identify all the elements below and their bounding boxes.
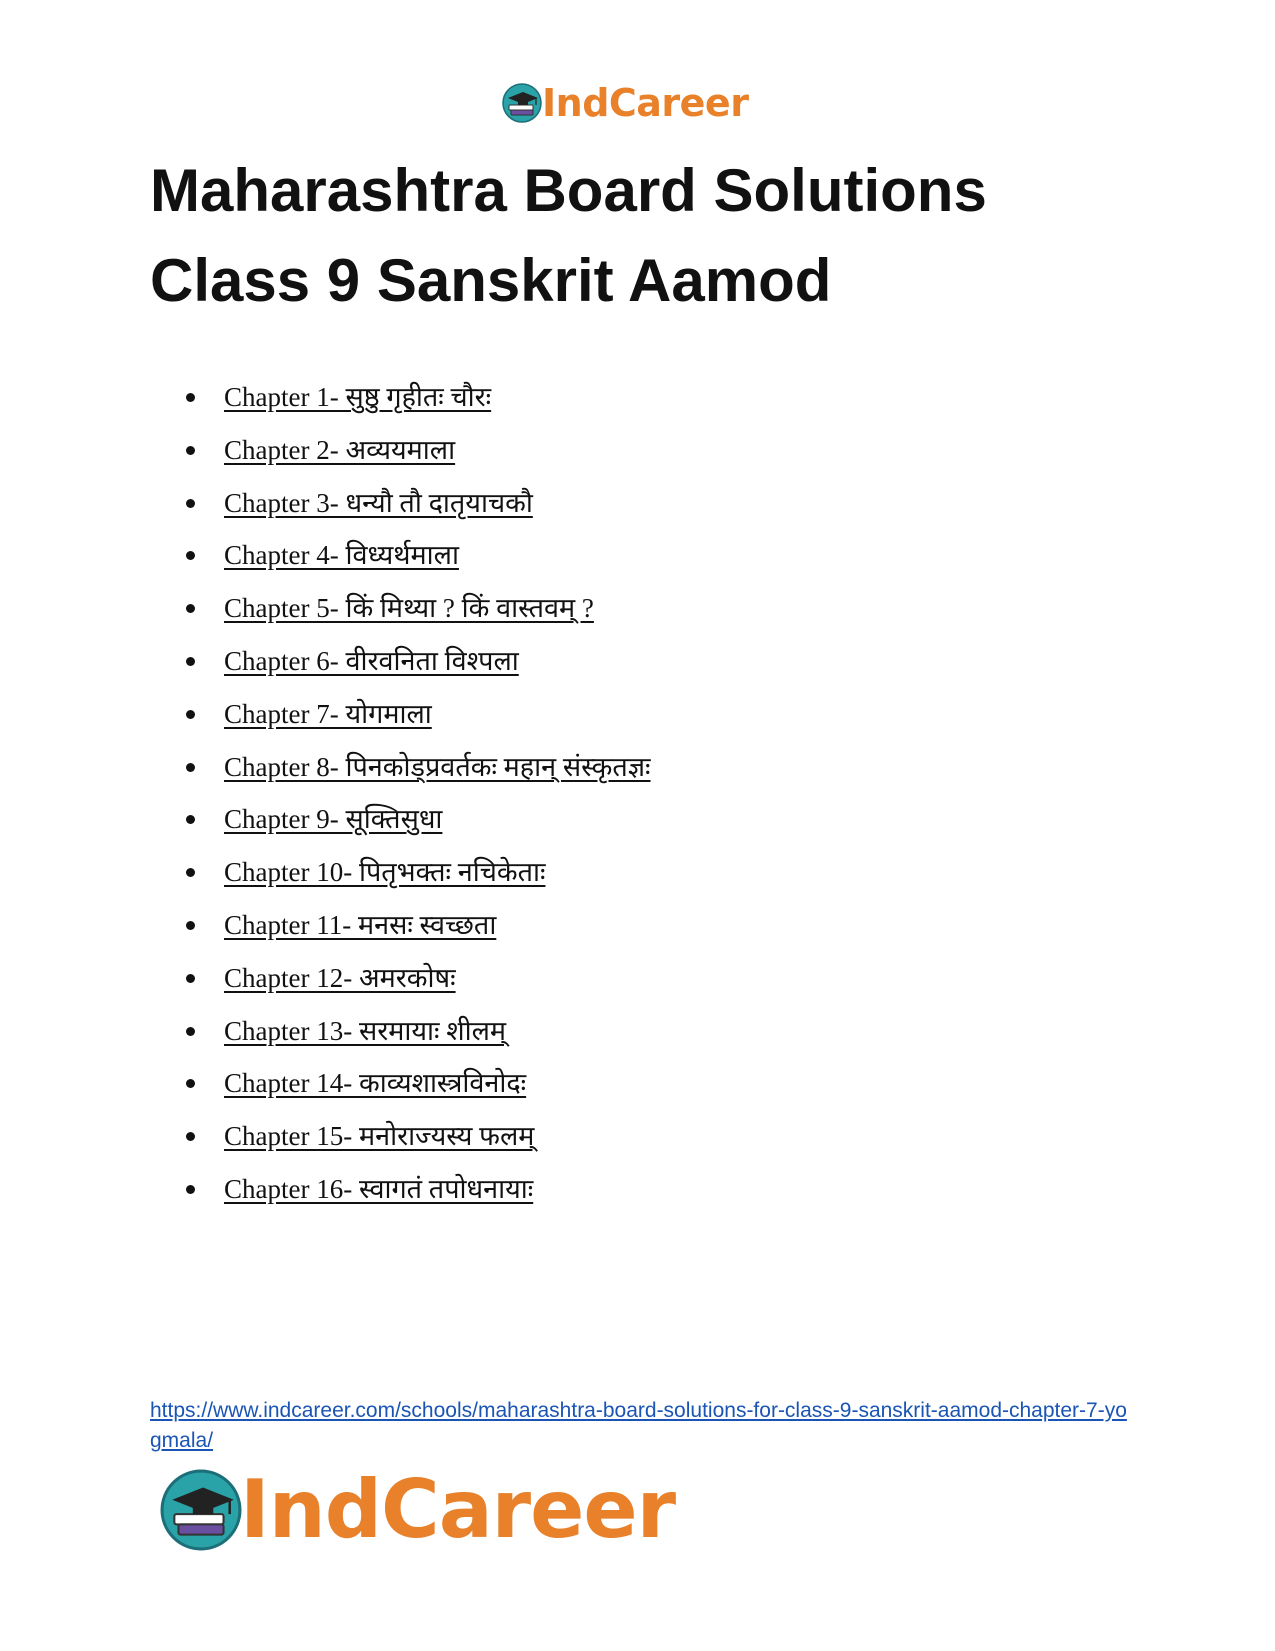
graduation-cap-books-icon	[502, 83, 542, 123]
footer-logo[interactable]	[160, 1465, 675, 1555]
chapter-link-10[interactable]: Chapter 10- पितृभक्तः नचिकेताः	[224, 857, 546, 888]
bullet-icon	[186, 763, 195, 772]
bullet-icon	[186, 974, 195, 983]
page-title	[150, 146, 1150, 326]
bullet-icon	[186, 815, 195, 824]
chapter-link-9[interactable]: Chapter 9- सूक्तिसुधा	[224, 804, 443, 835]
bullet-icon	[186, 657, 195, 666]
chapter-link-5[interactable]: Chapter 5- किं मिथ्या ? किं वास्तवम् ?	[224, 593, 594, 624]
logo-wordmark: IndCareer	[240, 1463, 676, 1556]
chapter-link-1[interactable]: Chapter 1- सुष्ठु गृहीतः चौरः	[224, 382, 492, 412]
page-title-line-1: Maharashtra Board Solutions	[150, 157, 987, 224]
bullet-icon	[186, 1079, 195, 1088]
header-logo[interactable]	[502, 78, 748, 128]
chapter-link-14[interactable]: Chapter 14- काव्यशास्त्रविनोदः	[224, 1068, 527, 1099]
chapter-link-12[interactable]: Chapter 12- अमरकोषः	[224, 962, 456, 993]
chapter-link-15[interactable]: Chapter 15- मनोराज्यस्य फलम्	[224, 1121, 535, 1152]
chapter-link-2[interactable]: Chapter 2- अव्ययमाला	[224, 434, 456, 465]
bullet-icon	[186, 393, 195, 402]
chapter-link-6[interactable]: Chapter 6- वीरवनिता विश्पला	[224, 645, 519, 676]
bullet-icon	[186, 551, 195, 560]
chapter-link-13[interactable]: Chapter 13- सरमायाः शीलम्	[224, 1015, 507, 1046]
chapter-link-3[interactable]: Chapter 3- धन्यौ तौ दातृयाचकौ	[224, 487, 533, 518]
bullet-icon	[186, 604, 195, 613]
page-title-line-2: Class 9 Sanskrit Aamod	[150, 247, 832, 314]
chapter-link-7[interactable]: Chapter 7- योगमाला	[224, 698, 432, 729]
bullet-icon	[186, 921, 195, 930]
bullet-icon	[186, 1027, 195, 1036]
bullet-icon	[186, 868, 195, 877]
logo-wordmark: IndCareer	[542, 81, 749, 125]
bullet-icon	[186, 499, 195, 508]
chapter-link-16[interactable]: Chapter 16- स्वागतं तपोधनायाः	[224, 1173, 534, 1204]
bullet-icon	[186, 1132, 195, 1141]
chapter-link-4[interactable]: Chapter 4- विध्यर्थमाला	[224, 540, 459, 571]
bullet-icon	[186, 446, 195, 455]
chapter-link-8[interactable]: Chapter 8- पिनकोड्प्रवर्तकः महान् संस्कृतज्ञः	[224, 751, 651, 782]
graduation-cap-books-icon	[160, 1469, 242, 1551]
source-url-link[interactable]: https://www.indcareer.com/schools/maharashtra-board-solutions-for-class-9-sanskrit-aamod-chapter-7-yogmala/	[150, 1399, 1127, 1452]
bullet-icon	[186, 710, 195, 719]
bullet-icon	[186, 1185, 195, 1194]
chapter-link-11[interactable]: Chapter 11- मनसः स्वच्छता	[224, 909, 497, 940]
